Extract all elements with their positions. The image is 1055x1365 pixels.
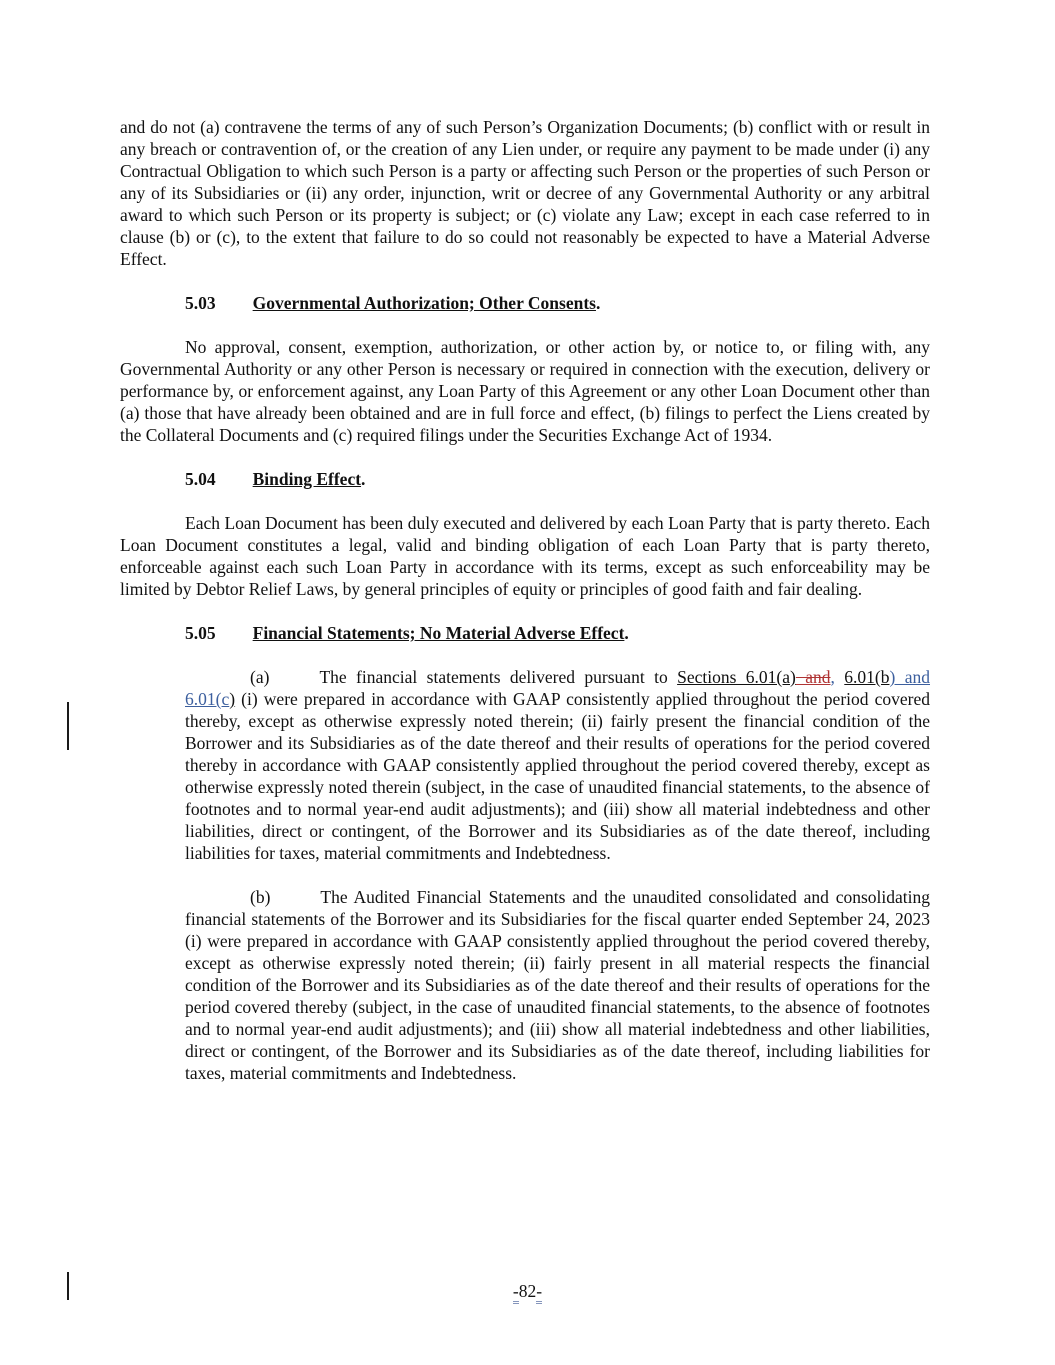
paragraph-5-03-body: No approval, consent, exemption, authorization, or other action by, or notice to, or filing with, any Governmental Authority or any other Person is necessary or required in connection with the execution, delivery or performance by, or enforcement against, any Loan Party of this Agreement or any other Loan Document other than (a) those that have already been obtained and are in full force and effect, (b) filings to perfect the Liens created by the Collateral Documents and (c) required filings under the Securities Exchange Act of 1934.	[120, 337, 930, 445]
section-period: .	[595, 293, 601, 313]
page-content	[120, 116, 930, 1106]
section-heading-5-05	[185, 622, 930, 644]
page-number-hyphen-right: -	[536, 1283, 542, 1304]
page-number	[0, 1280, 1055, 1304]
text-run: The financial statements delivered pursuant to	[319, 667, 678, 687]
inserted-text: ,	[830, 667, 835, 687]
section-number: 5.04	[185, 469, 216, 489]
section-heading-5-03	[185, 292, 930, 314]
section-period: .	[624, 623, 629, 643]
page-number-hyphen-left: -	[513, 1283, 519, 1304]
section-number: 5.05	[185, 623, 216, 643]
section-title: Binding Effect	[252, 469, 362, 489]
section-reference: 6.01(b	[844, 667, 890, 687]
inserted-text: 6.01(c	[185, 689, 230, 709]
section-heading-5-04	[185, 468, 930, 490]
section-reference: )	[229, 689, 236, 709]
change-bar	[67, 702, 69, 750]
section-title: Governmental Authorization; Other Consents	[252, 293, 596, 313]
text-run: (b)	[250, 887, 271, 907]
text-run	[835, 667, 844, 687]
deleted-text: and	[795, 667, 831, 687]
section-period: .	[361, 469, 366, 489]
text-run: (i) were prepared in accordance with GAAP consistently applied throughout the period covered thereby, except as otherwise expressly noted therein; (ii) fairly present the financial condition of the Borrower and its Subsidiaries as of the date thereof and their results of operations for the period covered thereby in accordance with GAAP consistently applied throughout the period covered thereby, except as otherwise expressly noted therein (subject, in the case of unaudited financial statements, to the absence of footnotes and to normal year-end audit adjustments); and (iii) show all material indebtedness and other liabilities, direct or contingent, of the Borrower and its Subsidiaries as of the date thereof, including liabilities for taxes, material commitments and Indebtedness.	[185, 689, 930, 863]
paragraph-continuation: and do not (a) contravene the terms of any of such Person’s Organization Documents; (b) conflict with or result in any breach or contravention of, or the creation of any Lien under, or require any payment to be made under (i) any Contractual Obligation to which such Person is a party or affecting such Person or the properties of such Person or any of its Subsidiaries or (ii) any order, injunction, writ or decree of any Governmental Authority or any arbitral award to which such Person or its property is subject; or (c) violate any Law; except in each case referred to in clause (b) or (c), to the extent that failure to do so could not reasonably be expected to have a Material Adverse Effect.	[120, 117, 930, 269]
subsection-a-paragraph	[185, 666, 930, 864]
section-number: 5.03	[185, 293, 216, 313]
page-number-value: 82	[518, 1281, 537, 1301]
paragraph-5-04-body: Each Loan Document has been duly executed and delivered by each Loan Party that is party thereto. Each Loan Document constitutes a legal, valid and binding obligation of each Loan Party that is party thereto, enforceable against each such Loan Party in accordance with its terms, except as such enforceability may be limited by Debtor Relief Laws, by general principles of equity or principles of good faith and fair dealing.	[120, 513, 930, 599]
section-reference: Sections 6.01(a)	[677, 667, 796, 687]
section-title: Financial Statements; No Material Adverse Effect	[252, 623, 625, 643]
inserted-text: ) and	[889, 667, 930, 687]
text-run: The Audited Financial Statements and the unaudited consolidated and consolidating financial statements of the Borrower and its Subsidiaries for the fiscal quarter ended September 24, 2023 (i) were prepared in accordance with GAAP consistently applied throughout the period covered thereby, except as otherwise expressly noted therein; (ii) fairly present in all material respects the financial condition of the Borrower and its Subsidiaries as of the date thereof and their results of operations for the period covered thereby (subject, in the case of unaudited financial statements, to the absence of footnotes and to normal year-end audit adjustments); and (iii) show all material indebtedness and other liabilities, direct or contingent, of the Borrower and its Subsidiaries as of the date thereof, including liabilities for taxes, material commitments and Indebtedness.	[185, 887, 930, 1083]
text-run: (a)	[250, 667, 270, 687]
subsection-b-paragraph	[185, 886, 930, 1084]
